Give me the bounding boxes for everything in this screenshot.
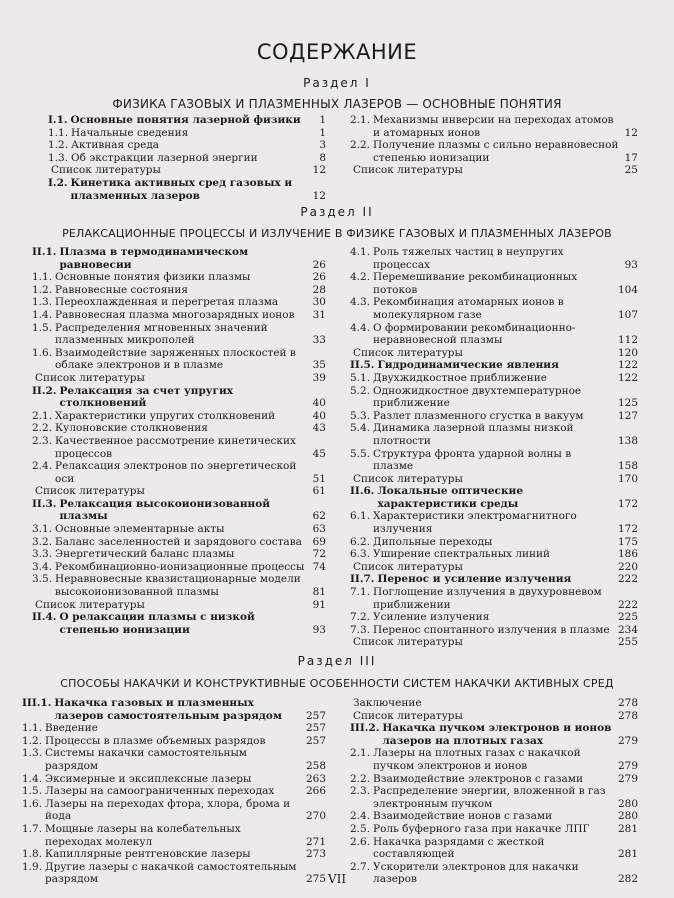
toc-entry-page: 282: [617, 873, 638, 886]
toc-entry-page: 12: [312, 164, 326, 177]
toc-entry-title: Равновесная плазма многозарядных ионов: [55, 308, 295, 321]
toc-entry-number: 2.3.: [32, 434, 53, 447]
toc-entry-number: 3.2.: [32, 535, 53, 548]
toc-entry: [32, 271, 326, 284]
toc-entry-page: 81: [312, 586, 326, 599]
toc-entry-page: 25: [624, 164, 638, 177]
toc-entry-title: Начальные сведения: [71, 126, 189, 139]
toc-entry-title: Лазеры на переходах фтора, хлора, брома и йода: [45, 797, 291, 823]
toc-entry: [32, 548, 326, 561]
toc-entry: [22, 848, 326, 861]
toc-entry: [32, 611, 326, 636]
toc-entry-number: 7.2.: [350, 611, 371, 624]
toc-entry-number: 1.1.: [48, 126, 69, 139]
toc-entry-number: 2.1.: [350, 747, 371, 760]
toc-entry-page: 112: [617, 334, 638, 347]
toc-entry-page: 270: [305, 810, 326, 823]
toc-entry: [350, 722, 638, 747]
toc-entry-number: 1.3.: [48, 151, 69, 164]
toc-entry-title: Список литературы: [353, 164, 463, 177]
toc-entry-number: 6.1.: [350, 510, 371, 523]
toc-entry-page: 273: [305, 848, 326, 861]
toc-entry-page: 279: [617, 759, 638, 772]
toc-entry-page: 93: [624, 258, 638, 271]
toc-entry: [32, 372, 326, 385]
toc-entry-number: 2.5.: [350, 822, 371, 835]
toc-entry: [350, 561, 638, 574]
toc-entry-title: Список литературы: [353, 346, 463, 359]
toc-entry-page: 222: [617, 573, 638, 586]
toc-entry: [350, 823, 638, 836]
toc-entry-page: 12: [624, 126, 638, 139]
toc-entry-page: 120: [617, 346, 638, 359]
section-1-title: ФИЗИКА ГАЗОВЫХ И ПЛАЗМЕННЫХ ЛАЗЕРОВ — ОСНОВНЫЕ ПОНЯТИЯ: [112, 97, 562, 111]
toc-entry-page: 220: [617, 560, 638, 573]
toc-entry-number: 3.4.: [32, 560, 53, 573]
toc-entry: [32, 561, 326, 574]
toc-entry-number: 1.3.: [22, 747, 43, 760]
toc-entry-page: 138: [617, 434, 638, 447]
toc-entry-number: 5.3.: [350, 409, 371, 422]
toc-entry: [350, 296, 638, 321]
section-3-right-column: [350, 697, 638, 886]
toc-entry-title: Структура фронта ударной волны в плазме: [373, 447, 572, 473]
toc-entry-title: Об экстракции лазерной энергии: [71, 151, 258, 164]
toc-entry-title: Перенос и усиление излучения: [377, 573, 572, 586]
section-1-label: Раздел I: [303, 76, 371, 90]
toc-entry-number: II.1.: [32, 246, 57, 258]
toc-entry-page: 8: [319, 151, 326, 164]
toc-entry-title: Роль тяжелых частиц в неупругих процессах: [373, 246, 564, 271]
toc-entry-number: 4.3.: [350, 296, 371, 309]
toc-entry-title: Локальные оптические характеристики среды: [377, 485, 523, 510]
toc-entry: [350, 636, 638, 649]
toc-entry-title: Другие лазеры с накачкой самостоятельным разрядом: [45, 860, 297, 886]
toc-entry: [32, 498, 326, 523]
toc-entry-title: Разлет плазменного сгустка в вакуум: [373, 409, 584, 422]
toc-entry-page: 30: [312, 296, 326, 309]
toc-entry-page: 63: [312, 523, 326, 536]
toc-entry: [350, 510, 638, 535]
toc-entry-page: 72: [312, 548, 326, 561]
toc-entry-page: 279: [617, 734, 638, 747]
toc-entry-title: Список литературы: [35, 371, 145, 384]
toc-entry: [22, 773, 326, 786]
toc-entry-title: Заключение: [353, 697, 422, 709]
toc-entry: [22, 697, 326, 722]
toc-entry-number: 1.8.: [22, 848, 43, 861]
toc-entry-number: 5.4.: [350, 422, 371, 435]
toc-entry-page: 127: [617, 409, 638, 422]
toc-entry-number: 1.2.: [22, 734, 43, 747]
toc-entry-title: Гидродинамические явления: [377, 359, 559, 372]
toc-entry: [22, 823, 326, 848]
toc-entry-title: Список литературы: [353, 472, 463, 485]
toc-entry: [32, 284, 326, 297]
toc-entry-number: 2.1.: [350, 114, 371, 126]
toc-entry-number: III.2.: [350, 722, 380, 735]
toc-entry-page: 186: [617, 548, 638, 561]
toc-entry: [350, 747, 638, 772]
toc-entry: [350, 271, 638, 296]
toc-entry-title: Активная среда: [71, 139, 160, 152]
toc-entry-page: 172: [617, 523, 638, 536]
toc-entry-title: Релаксация за счет упругих столкновений: [59, 384, 234, 410]
toc-entry-title: Качественное рассмотрение кинетических процессов: [55, 434, 296, 460]
toc-entry: [350, 536, 638, 549]
toc-entry-title: Накачка разрядами с жесткой составляющей: [373, 835, 545, 861]
toc-entry-page: 257: [305, 734, 326, 747]
toc-entry-title: Эксимерные и эксиплексные лазеры: [45, 772, 252, 785]
toc-entry: [350, 611, 638, 624]
toc-entry-number: I.1.: [48, 114, 68, 126]
toc-entry: [32, 246, 326, 271]
toc-entry-number: 7.1.: [350, 586, 371, 599]
toc-entry-title: Двухжидкостное приближение: [373, 371, 547, 384]
toc-entry: [350, 836, 638, 861]
toc-entry-page: 35: [312, 359, 326, 372]
toc-entry-title: Кулоновские столкновения: [55, 422, 208, 435]
toc-entry-title: Плазма в термодинамическом равновесии: [59, 246, 249, 271]
toc-entry-title: Основные элементарные акты: [55, 523, 225, 536]
toc-entry: [48, 127, 326, 140]
toc-entry-title: О формировании рекомбинационно-неравновесной плазмы: [373, 321, 576, 347]
toc-entry-page: 61: [312, 485, 326, 498]
toc-entry-title: Одножидкостное двухтемпературное приближение: [373, 384, 582, 410]
toc-entry-title: Усиление излучения: [373, 611, 490, 624]
toc-entry-page: 158: [617, 460, 638, 473]
toc-entry-page: 258: [305, 759, 326, 772]
section-1-right-column: [350, 114, 638, 177]
toc-entry-page: 255: [617, 636, 638, 649]
toc-entry-title: Равновесные состояния: [55, 283, 188, 296]
toc-entry-number: 4.2.: [350, 271, 371, 284]
toc-entry-title: Капиллярные рентгеновские лазеры: [45, 848, 251, 861]
toc-entry-number: 1.4.: [32, 308, 53, 321]
toc-entry-title: Энергетический баланс плазмы: [55, 548, 235, 561]
toc-entry-title: Список литературы: [51, 164, 161, 177]
toc-entry: [32, 485, 326, 498]
toc-entry-page: 257: [305, 709, 326, 722]
toc-entry: [32, 435, 326, 460]
toc-entry-page: 51: [312, 472, 326, 485]
toc-entry: [32, 385, 326, 410]
toc-entry: [32, 410, 326, 423]
toc-entry-title: Релаксация высокоионизованной плазмы: [59, 497, 271, 523]
toc-entry-title: Перенос спонтанного излучения в плазме: [373, 623, 610, 636]
toc-entry-page: 175: [617, 535, 638, 548]
toc-entry-page: 39: [312, 371, 326, 384]
toc-entry-page: 257: [305, 722, 326, 735]
toc-entry-page: 104: [617, 283, 638, 296]
toc-entry-title: Уширение спектральных линий: [373, 548, 550, 561]
toc-entry-number: 1.2.: [32, 283, 53, 296]
toc-entry-number: 5.1.: [350, 371, 371, 384]
toc-entry-title: Накачка пучком электронов и ионов лазеров на плотных газах: [382, 722, 612, 747]
toc-entry: [350, 164, 638, 177]
toc-entry-title: Системы накачки самостоятельным разрядом: [45, 747, 247, 772]
toc-entry: [22, 747, 326, 772]
toc-entry-page: 278: [617, 697, 638, 709]
toc-entry: [48, 114, 326, 127]
page-title: СОДЕРЖАНИЕ: [256, 40, 418, 64]
toc-entry-page: 280: [617, 797, 638, 810]
toc-entry: [32, 460, 326, 485]
toc-entry: [350, 347, 638, 360]
toc-entry-page: 107: [617, 308, 638, 321]
toc-entry: [22, 785, 326, 798]
toc-entry-number: 4.1.: [350, 246, 371, 258]
toc-entry: [350, 785, 638, 810]
toc-entry-title: Релаксация электронов по энергетической оси: [55, 460, 297, 485]
toc-entry-title: Характеристики упругих столкновений: [55, 409, 276, 422]
toc-entry: [350, 422, 638, 447]
toc-entry-title: Механизмы инверсии на переходах атомов и атомарных ионов: [373, 114, 614, 139]
toc-entry-page: 271: [305, 835, 326, 848]
toc-entry-page: 91: [312, 598, 326, 611]
toc-entry-number: 1.1.: [22, 722, 43, 735]
toc-entry-page: 122: [617, 371, 638, 384]
toc-entry: [350, 624, 638, 637]
toc-entry-number: 1.3.: [32, 296, 53, 309]
toc-entry-number: 7.3.: [350, 623, 371, 636]
toc-entry-number: 2.3.: [350, 785, 371, 798]
section-2-label: Раздел II: [300, 205, 374, 219]
section-2-right-column: [350, 246, 638, 649]
toc-entry-page: 1: [319, 114, 326, 126]
toc-entry-page: 45: [312, 447, 326, 460]
toc-entry-number: 6.3.: [350, 548, 371, 561]
toc-entry-title: Дипольные переходы: [373, 535, 493, 548]
toc-entry: [22, 735, 326, 748]
toc-entry: [350, 586, 638, 611]
toc-entry: [350, 359, 638, 372]
toc-entry-number: 3.1.: [32, 523, 53, 536]
toc-entry: [350, 697, 638, 710]
section-2-left-column: [32, 246, 326, 636]
toc-entry: [350, 448, 638, 473]
toc-entry-number: 1.1.: [32, 271, 53, 284]
toc-entry: [350, 139, 638, 164]
toc-entry-page: 17: [624, 151, 638, 164]
toc-entry-title: Распределения мгновенных значений плазменных микрополей: [55, 321, 268, 347]
toc-entry-page: 31: [312, 308, 326, 321]
toc-entry-number: 1.2.: [48, 139, 69, 152]
toc-entry-title: Введение: [45, 722, 98, 735]
toc-entry-title: Рекомбинация атомарных ионов в молекулярном газе: [373, 296, 564, 321]
toc-entry-title: Мощные лазеры на колебательных переходах молекул: [45, 822, 241, 848]
toc-entry-number: II.2.: [32, 384, 57, 397]
toc-entry-page: 281: [617, 822, 638, 835]
toc-entry: [350, 385, 638, 410]
toc-entry-number: 2.2.: [350, 772, 371, 785]
toc-entry-page: 279: [617, 772, 638, 785]
section-3-label: Раздел III: [297, 654, 377, 668]
toc-entry-page: 40: [312, 397, 326, 410]
toc-entry-title: Взаимодействие ионов с газами: [373, 810, 553, 823]
toc-entry: [350, 810, 638, 823]
toc-entry-title: Рекомбинационно-ионизационные процессы: [55, 560, 305, 573]
toc-entry-title: Список литературы: [35, 598, 145, 611]
toc-entry: [350, 322, 638, 347]
toc-entry: [32, 322, 326, 347]
toc-entry: [32, 523, 326, 536]
toc-entry: [350, 485, 638, 510]
toc-entry-title: Взаимодействие электронов с газами: [373, 772, 583, 785]
toc-entry: [350, 573, 638, 586]
toc-entry-title: Динамика лазерной плазмы низкой плотности: [373, 422, 574, 447]
toc-entry: [350, 548, 638, 561]
toc-entry-number: 3.5.: [32, 573, 53, 586]
toc-entry-title: Список литературы: [353, 709, 463, 722]
toc-entry: [48, 152, 326, 165]
toc-entry-number: I.2.: [48, 176, 68, 189]
toc-entry-title: Неравновесные квазистационарные модели высокоионизованной плазмы: [55, 573, 301, 599]
toc-entry: [350, 773, 638, 786]
toc-entry-title: Процессы в плазме объемных разрядов: [45, 734, 266, 747]
toc-entry-page: 234: [617, 623, 638, 636]
toc-entry-title: Лазеры на плотных газах с накачкой пучком электронов и ионов: [373, 747, 581, 772]
toc-entry-title: Основные понятия физики плазмы: [55, 271, 251, 284]
toc-entry: [48, 164, 326, 177]
section-3-left-column: [22, 697, 326, 886]
toc-entry-title: Лазеры на самоограниченных переходах: [45, 785, 275, 798]
toc-entry-number: 1.6.: [32, 346, 53, 359]
toc-entry-page: 122: [617, 359, 638, 372]
toc-entry-number: 1.5.: [22, 785, 43, 798]
toc-entry-number: 2.1.: [32, 409, 53, 422]
toc-entry: [32, 599, 326, 612]
toc-entry-title: Переохлажденная и перегретая плазма: [55, 296, 279, 309]
toc-entry-page: 40: [312, 409, 326, 422]
toc-entry-title: Список литературы: [35, 485, 145, 498]
toc-entry-page: 172: [617, 497, 638, 510]
toc-entry-title: Список литературы: [353, 636, 463, 649]
toc-entry-number: 2.4.: [32, 460, 53, 473]
toc-entry-number: 1.5.: [32, 321, 53, 334]
toc-entry-number: II.5.: [350, 359, 375, 372]
toc-entry-number: II.6.: [350, 485, 375, 498]
toc-entry-title: О релаксации плазмы с низкой степенью ионизации: [59, 611, 255, 636]
toc-entry-number: 4.4.: [350, 321, 371, 334]
toc-entry: [350, 246, 638, 271]
toc-entry: [22, 722, 326, 735]
toc-entry-number: II.4.: [32, 611, 57, 624]
toc-entry-title: Ускорители электронов для накачки лазеров: [373, 860, 579, 886]
toc-entry-title: Распределение энергии, вложенной в газ электронным пучком: [373, 785, 606, 810]
toc-entry-number: 1.6.: [22, 797, 43, 810]
toc-entry-page: 26: [312, 258, 326, 271]
toc-entry: [48, 177, 326, 202]
toc-entry-number: 2.2.: [32, 422, 53, 435]
toc-entry: [32, 573, 326, 598]
toc-entry-page: 1: [319, 126, 326, 139]
toc-entry-number: III.1.: [22, 697, 52, 709]
toc-entry-title: Баланс заселенностей и зарядового состава: [55, 535, 302, 548]
toc-entry: [350, 372, 638, 385]
toc-entry-number: 6.2.: [350, 535, 371, 548]
toc-entry: [32, 422, 326, 435]
section-1-left-column: [48, 114, 326, 202]
toc-entry: [32, 347, 326, 372]
toc-entry-number: 2.7.: [350, 860, 371, 873]
toc-entry-page: 28: [312, 283, 326, 296]
toc-entry-page: 33: [312, 334, 326, 347]
toc-entry: [22, 798, 326, 823]
toc-entry-title: Перемешивание рекомбинационных потоков: [373, 271, 578, 296]
toc-entry-title: Взаимодействие заряженных плоскостей в облаке электронов и в плазме: [55, 346, 296, 372]
toc-entry-number: 1.4.: [22, 772, 43, 785]
toc-entry-number: 1.9.: [22, 860, 43, 873]
toc-entry: [350, 710, 638, 723]
toc-entry-number: 5.5.: [350, 447, 371, 460]
toc-entry-title: Основные понятия лазерной физики: [70, 114, 301, 126]
page-number: VII: [327, 872, 347, 886]
toc-entry-number: 5.2.: [350, 384, 371, 397]
toc-entry-page: 26: [312, 271, 326, 284]
toc-entry-title: Характеристики электромагнитного излучения: [373, 510, 577, 536]
section-2-title: РЕЛАКСАЦИОННЫЕ ПРОЦЕССЫ И ИЗЛУЧЕНИЕ В ФИЗИКЕ ГАЗОВЫХ И ПЛАЗМЕННЫХ ЛАЗЕРОВ: [62, 227, 612, 240]
toc-entry-number: 3.3.: [32, 548, 53, 561]
toc-entry-number: 1.7.: [22, 822, 43, 835]
toc-entry-page: 69: [312, 535, 326, 548]
toc-entry-page: 280: [617, 810, 638, 823]
toc-entry-number: II.7.: [350, 573, 375, 586]
toc-entry-page: 225: [617, 611, 638, 624]
toc-entry-page: 12: [312, 189, 326, 202]
toc-entry-page: 281: [617, 848, 638, 861]
toc-entry: [32, 536, 326, 549]
toc-entry-page: 3: [319, 139, 326, 152]
toc-entry-title: Получение плазмы с сильно неравновесной степенью ионизации: [373, 139, 619, 164]
toc-entry: [350, 410, 638, 423]
toc-entry-page: 170: [617, 472, 638, 485]
toc-entry-page: 125: [617, 397, 638, 410]
toc-entry-number: 2.4.: [350, 810, 371, 823]
toc-entry-page: 278: [617, 709, 638, 722]
toc-entry: [350, 114, 638, 139]
toc-entry-page: 62: [312, 510, 326, 523]
toc-entry-page: 43: [312, 422, 326, 435]
toc-entry-title: Накачка газовых и плазменных лазеров самостоятельным разрядом: [54, 697, 282, 722]
toc-entry: [32, 296, 326, 309]
toc-entry-page: 266: [305, 785, 326, 798]
toc-entry-page: 74: [312, 560, 326, 573]
toc-entry-title: Роль буферного газа при накачке ЛПГ: [373, 822, 590, 835]
toc-entry: [48, 139, 326, 152]
toc-entry-number: 2.6.: [350, 835, 371, 848]
toc-entry-page: 275: [305, 873, 326, 886]
toc-entry: [350, 473, 638, 486]
toc-entry: [32, 309, 326, 322]
toc-entry-number: II.3.: [32, 497, 57, 510]
toc-entry-page: 222: [617, 598, 638, 611]
toc-entry-page: 93: [312, 623, 326, 636]
toc-entry-page: 263: [305, 772, 326, 785]
toc-entry-title: Кинетика активных сред газовых и плазменных лазеров: [70, 176, 293, 202]
section-3-title: СПОСОБЫ НАКАЧКИ И КОНСТРУКТИВНЫЕ ОСОБЕННОСТИ СИСТЕМ НАКАЧКИ АКТИВНЫХ СРЕД: [60, 677, 614, 690]
toc-entry-number: 2.2.: [350, 139, 371, 152]
toc-entry-title: Список литературы: [353, 560, 463, 573]
toc-entry-title: Поглощение излучения в двухуровневом приближении: [373, 586, 602, 611]
